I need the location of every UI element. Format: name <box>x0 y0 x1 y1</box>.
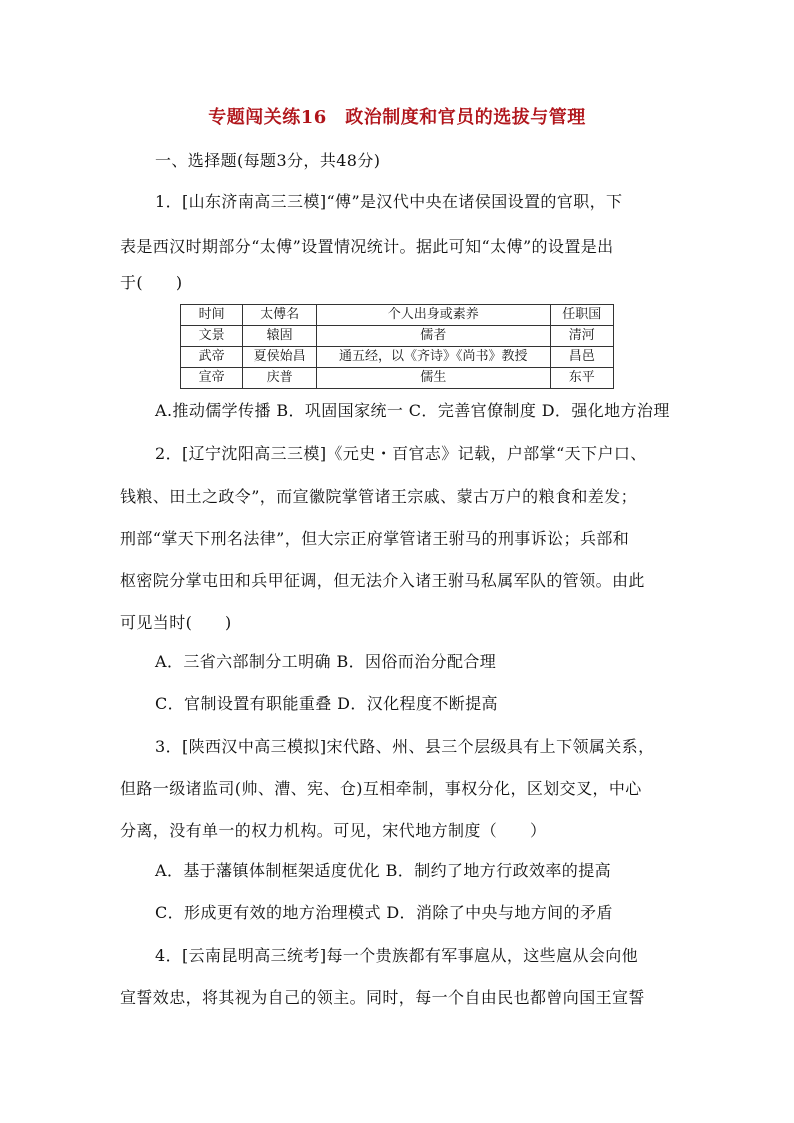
q3-options-cd: C．形成更有效的地方治理模式 D．消除了中央与地方间的矛盾 <box>155 903 613 922</box>
q4-line-2: 宣誓效忠，将其视为自己的领主。同时，每一个自由民也都曾向国王宣誓 <box>120 988 645 1007</box>
table-header: 个人出身或素养 <box>316 305 550 326</box>
q3-options-ab: A．基于藩镇体制框架适度优化 B．制约了地方行政效率的提高 <box>155 861 611 880</box>
q1-line-3: 于( ) <box>120 273 183 292</box>
table-cell: 儒者 <box>316 326 550 347</box>
q2-line-1: 2．[辽宁沈阳高三三模]《元史・百官志》记载，户部掌“天下户口、 <box>155 444 647 463</box>
q1-options: A.推动儒学传播 B．巩固国家统一 C．完善官僚制度 D．强化地方治理 <box>155 401 670 420</box>
table-cell: 昌邑 <box>550 347 613 368</box>
q1-line-1: 1．[山东济南高三三模]“傅”是汉代中央在诸侯国设置的官职，下 <box>155 192 623 211</box>
table-cell: 通五经，以《齐诗》《尚书》教授 <box>316 347 550 368</box>
table-cell: 宣帝 <box>181 368 243 389</box>
table-row <box>181 347 614 368</box>
table-cell: 东平 <box>550 368 613 389</box>
table-cell: 清河 <box>550 326 613 347</box>
table-cell: 辕固 <box>243 326 317 347</box>
table-header: 时间 <box>181 305 243 326</box>
q1-line-2: 表是西汉时期部分“太傅”设置情况统计。据此可知“太傅”的设置是出 <box>120 237 614 256</box>
q2-line-4: 枢密院分掌屯田和兵甲征调，但无法介入诸王驸马私属军队的管领。由此 <box>120 571 645 590</box>
q2-line-3: 刑部“掌天下刑名法律”，但大宗正府掌管诸王驸马的刑事诉讼；兵部和 <box>120 529 630 548</box>
table-header-row <box>181 305 614 326</box>
q3-line-3: 分离，没有单一的权力机构。可见，宋代地方制度（ ） <box>120 821 547 840</box>
section-heading: 一、选择题(每题3分，共48分) <box>155 151 381 170</box>
q2-line-5: 可见当时( ) <box>120 613 232 632</box>
q2-options-ab: A．三省六部制分工明确 B．因俗而治分配合理 <box>155 652 497 671</box>
q3-line-1: 3．[陕西汉中高三模拟]宋代路、州、县三个层级具有上下领属关系， <box>155 737 655 756</box>
taifu-table <box>180 304 614 389</box>
table-cell: 儒生 <box>316 368 550 389</box>
page-title: 专题闯关练16 政治制度和官员的选拔与管理 <box>208 107 586 128</box>
q4-line-1: 4．[云南昆明高三统考]每一个贵族都有军事扈从，这些扈从会向他 <box>155 946 639 965</box>
table-cell: 庆普 <box>243 368 317 389</box>
table-row <box>181 326 614 347</box>
q3-line-2: 但路一级诸监司(帅、漕、宪、仓)互相牵制，事权分化，区划交叉，中心 <box>120 779 642 798</box>
table-cell: 夏侯始昌 <box>243 347 317 368</box>
q2-options-cd: C．官制设置有职能重叠 D．汉化程度不断提高 <box>155 694 498 713</box>
q2-line-2: 钱粮、田土之政令”，而宣徽院掌管诸王宗戚、蒙古万户的粮食和差发； <box>120 487 637 506</box>
table-header: 任职国 <box>550 305 613 326</box>
table-cell: 文景 <box>181 326 243 347</box>
table-cell: 武帝 <box>181 347 243 368</box>
table-row <box>181 368 614 389</box>
table-header: 太傅名 <box>243 305 317 326</box>
